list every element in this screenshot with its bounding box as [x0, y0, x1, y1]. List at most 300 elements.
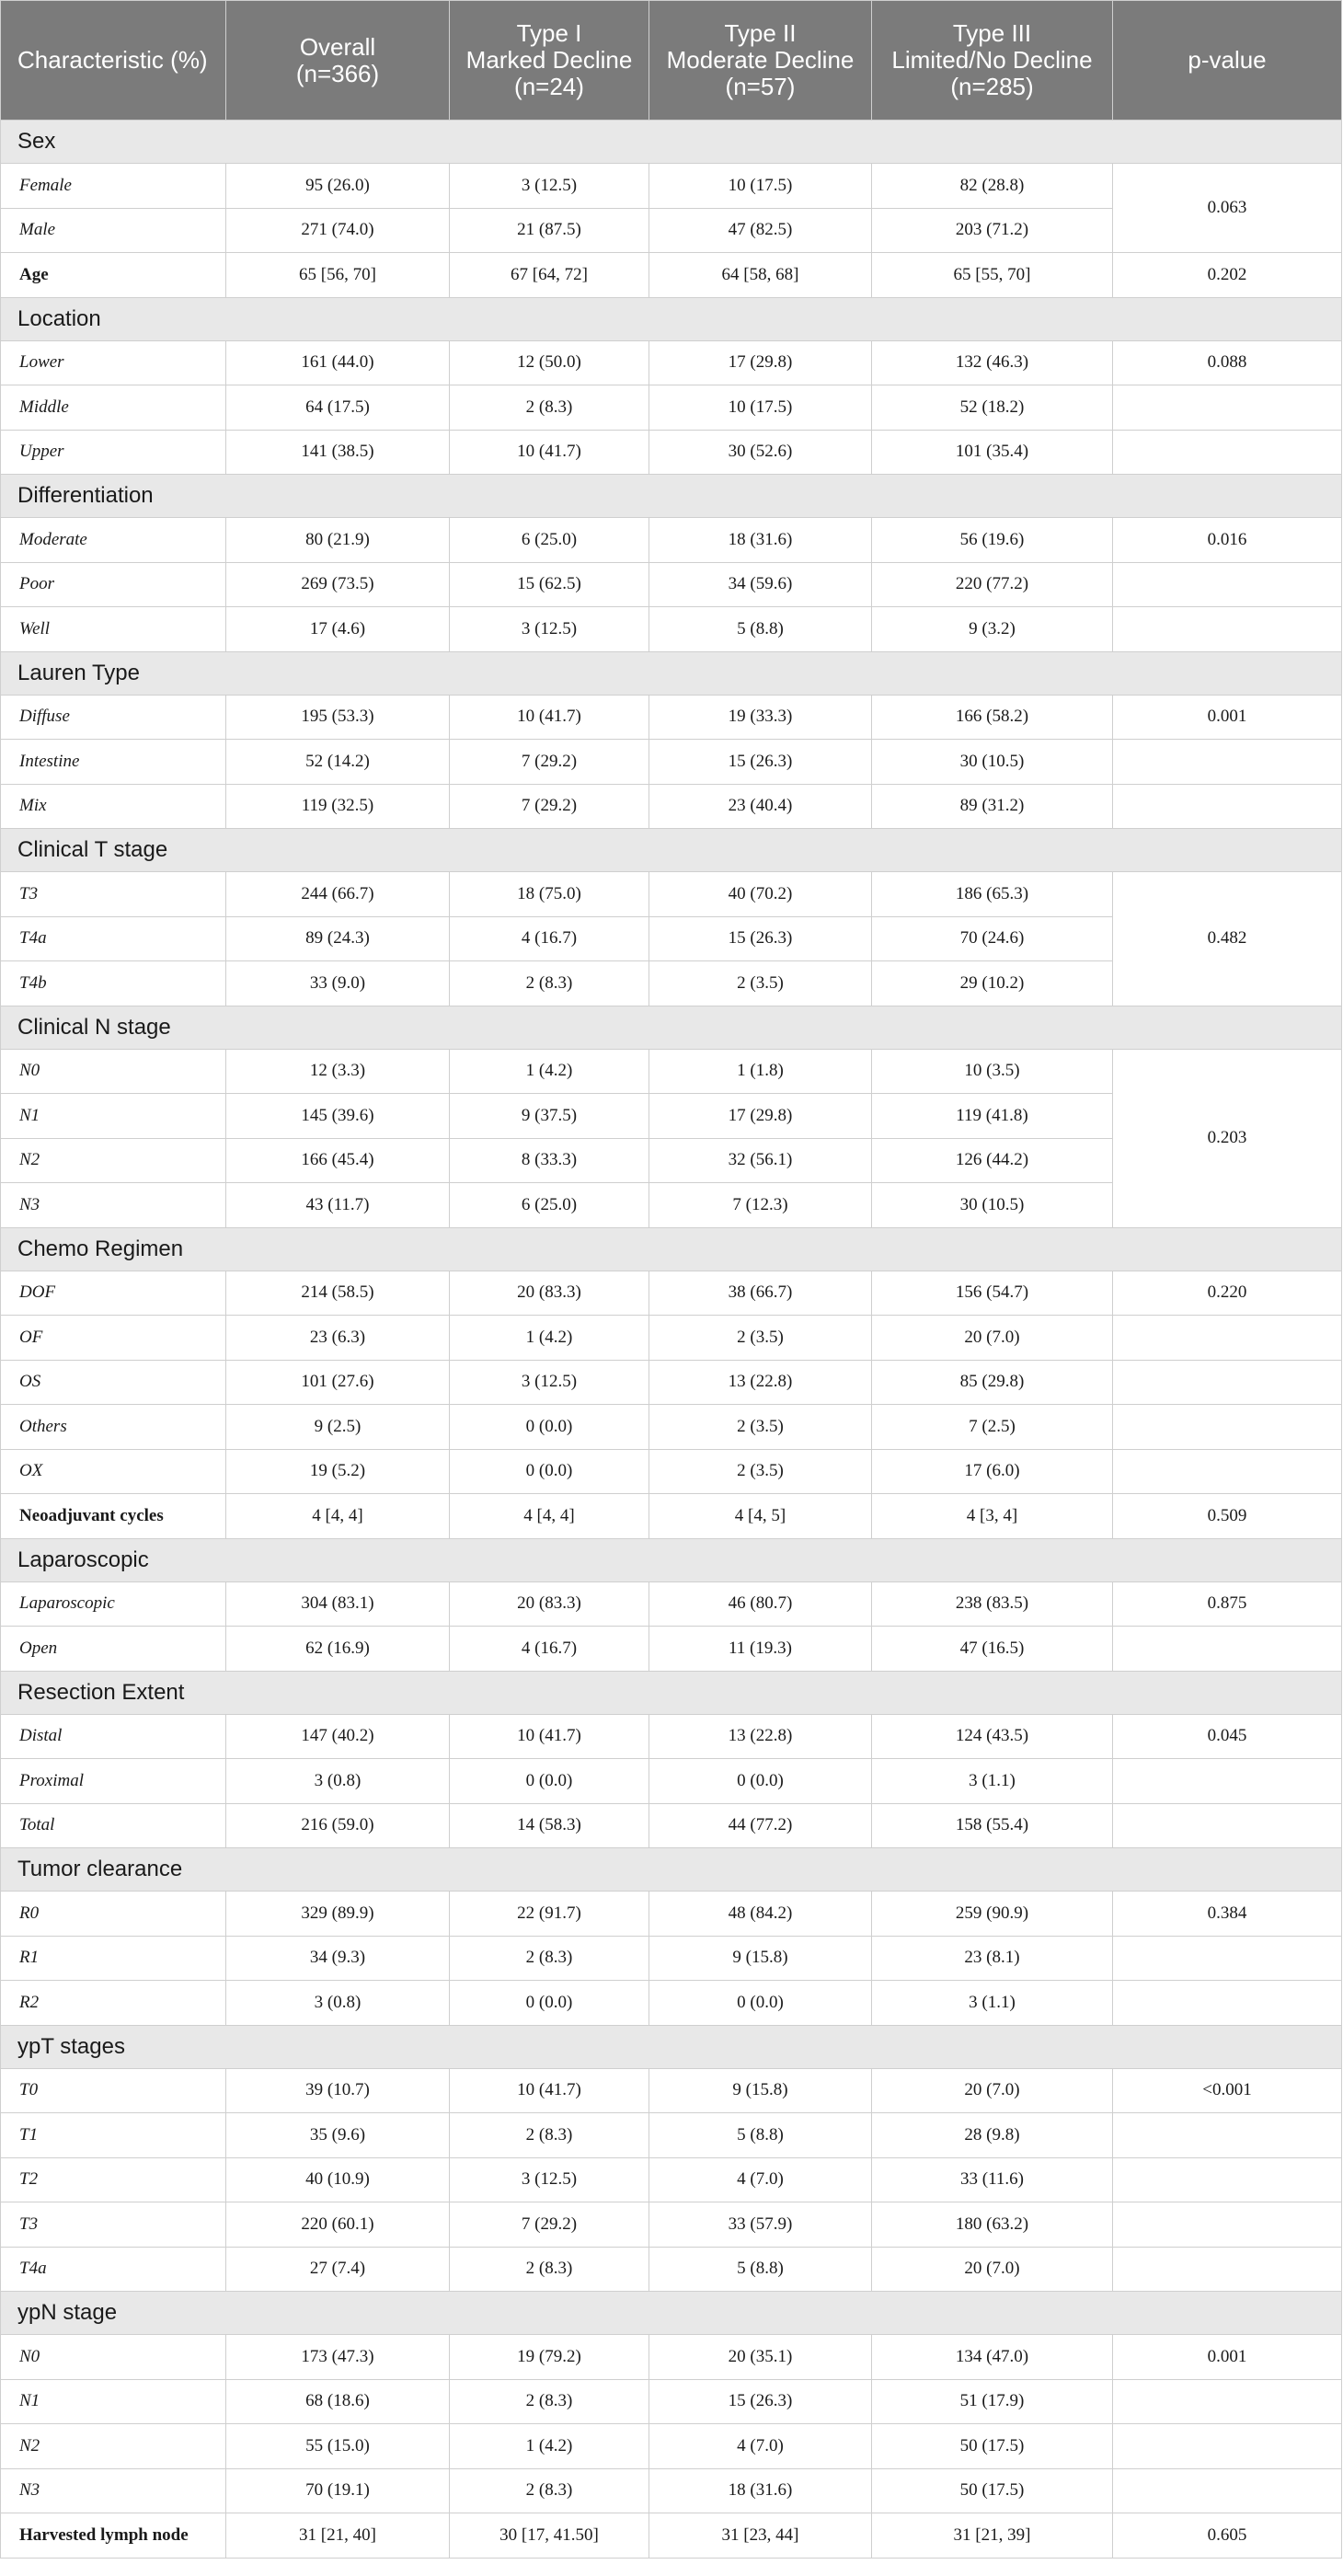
- table-row: [1, 1936, 1342, 1981]
- table-row: [1, 164, 1342, 209]
- p-value-cell: [1113, 607, 1342, 652]
- row-label: R1: [1, 1936, 226, 1981]
- value-cell: 18 (31.6): [649, 518, 872, 563]
- row-label: N1: [1, 1094, 226, 1139]
- table-row: [1, 562, 1342, 607]
- value-cell: 238 (83.5): [872, 1581, 1113, 1627]
- value-cell: 62 (16.9): [226, 1627, 450, 1672]
- value-cell: 10 (41.7): [450, 1714, 649, 1759]
- value-cell: 33 (57.9): [649, 2202, 872, 2248]
- table-row: [1, 1581, 1342, 1627]
- value-cell: 17 (4.6): [226, 607, 450, 652]
- row-label: Laparoscopic: [1, 1581, 226, 1627]
- section-row: [1, 121, 1342, 164]
- section-title: Clinical T stage: [1, 829, 1342, 872]
- value-cell: 20 (83.3): [450, 1271, 649, 1316]
- value-cell: 40 (70.2): [649, 872, 872, 917]
- row-label: OX: [1, 1449, 226, 1494]
- row-label: Intestine: [1, 740, 226, 785]
- value-cell: 180 (63.2): [872, 2202, 1113, 2248]
- row-label: N3: [1, 1183, 226, 1228]
- value-cell: 1 (4.2): [450, 1049, 649, 1094]
- row-label: Diffuse: [1, 695, 226, 740]
- value-cell: 13 (22.8): [649, 1714, 872, 1759]
- row-label: Well: [1, 607, 226, 652]
- value-cell: 34 (9.3): [226, 1936, 450, 1981]
- value-cell: 7 (2.5): [872, 1405, 1113, 1450]
- row-label: T2: [1, 2157, 226, 2202]
- value-cell: 2 (8.3): [450, 2113, 649, 2158]
- p-value-cell: [1113, 1803, 1342, 1848]
- section-title: ypN stage: [1, 2292, 1342, 2335]
- value-cell: 195 (53.3): [226, 695, 450, 740]
- value-cell: 47 (16.5): [872, 1627, 1113, 1672]
- value-cell: 4 [3, 4]: [872, 1494, 1113, 1539]
- value-cell: 95 (26.0): [226, 164, 450, 209]
- p-value-cell: [1113, 1981, 1342, 2026]
- table-row: [1, 2202, 1342, 2248]
- table-row: [1, 1049, 1342, 1094]
- table-row: [1, 607, 1342, 652]
- table-row: [1, 784, 1342, 829]
- value-cell: 9 (3.2): [872, 607, 1113, 652]
- value-cell: 269 (73.5): [226, 562, 450, 607]
- row-label: T4a: [1, 2247, 226, 2292]
- value-cell: 50 (17.5): [872, 2424, 1113, 2469]
- p-value-cell: [1113, 2157, 1342, 2202]
- value-cell: 19 (79.2): [450, 2335, 649, 2380]
- value-cell: 3 (1.1): [872, 1759, 1113, 1804]
- section-row: [1, 1848, 1342, 1892]
- p-value-cell: [1113, 2113, 1342, 2158]
- value-cell: 3 (0.8): [226, 1981, 450, 2026]
- value-cell: 51 (17.9): [872, 2379, 1113, 2424]
- table-row: [1, 1360, 1342, 1405]
- row-label: Female: [1, 164, 226, 209]
- row-label: Lower: [1, 340, 226, 385]
- row-label: DOF: [1, 1271, 226, 1316]
- row-label: T3: [1, 2202, 226, 2248]
- p-value-cell: 0.482: [1113, 872, 1342, 1006]
- table-row: [1, 1759, 1342, 1804]
- row-label: Middle: [1, 385, 226, 431]
- value-cell: 3 (12.5): [450, 2157, 649, 2202]
- table-row: [1, 2379, 1342, 2424]
- header-cell: [1113, 1, 1342, 121]
- section-title: Clinical N stage: [1, 1006, 1342, 1049]
- row-label: N1: [1, 2379, 226, 2424]
- value-cell: 4 (16.7): [450, 1627, 649, 1672]
- value-cell: 67 [64, 72]: [450, 253, 649, 298]
- value-cell: 68 (18.6): [226, 2379, 450, 2424]
- section-row: [1, 2025, 1342, 2068]
- value-cell: 141 (38.5): [226, 430, 450, 475]
- value-cell: 31 [23, 44]: [649, 2513, 872, 2559]
- value-cell: 119 (32.5): [226, 784, 450, 829]
- header-cell: [1, 1, 226, 121]
- value-cell: 30 (10.5): [872, 740, 1113, 785]
- row-label: Open: [1, 1627, 226, 1672]
- value-cell: 50 (17.5): [872, 2468, 1113, 2513]
- value-cell: 1 (4.2): [450, 1316, 649, 1361]
- value-cell: 147 (40.2): [226, 1714, 450, 1759]
- value-cell: 4 (16.7): [450, 916, 649, 961]
- section-title: Sex: [1, 121, 1342, 164]
- value-cell: 28 (9.8): [872, 2113, 1113, 2158]
- value-cell: 259 (90.9): [872, 1892, 1113, 1937]
- value-cell: 39 (10.7): [226, 2068, 450, 2113]
- value-cell: 85 (29.8): [872, 1360, 1113, 1405]
- section-row: [1, 1227, 1342, 1271]
- value-cell: 89 (31.2): [872, 784, 1113, 829]
- section-row: [1, 829, 1342, 872]
- value-cell: 46 (80.7): [649, 1581, 872, 1627]
- value-cell: 203 (71.2): [872, 208, 1113, 253]
- value-cell: 65 [56, 70]: [226, 253, 450, 298]
- p-value-cell: [1113, 1936, 1342, 1981]
- value-cell: 10 (41.7): [450, 430, 649, 475]
- value-cell: 17 (6.0): [872, 1449, 1113, 1494]
- p-value-cell: 0.384: [1113, 1892, 1342, 1937]
- value-cell: 55 (15.0): [226, 2424, 450, 2469]
- p-value-cell: [1113, 1449, 1342, 1494]
- value-cell: 43 (11.7): [226, 1183, 450, 1228]
- value-cell: 4 [4, 5]: [649, 1494, 872, 1539]
- value-cell: 34 (59.6): [649, 562, 872, 607]
- table-row: [1, 340, 1342, 385]
- value-cell: 17 (29.8): [649, 340, 872, 385]
- row-label: R0: [1, 1892, 226, 1937]
- header-line: Characteristic (%): [17, 46, 208, 74]
- value-cell: 220 (77.2): [872, 562, 1113, 607]
- p-value-cell: 0.220: [1113, 1271, 1342, 1316]
- row-label: T1: [1, 2113, 226, 2158]
- value-cell: 18 (31.6): [649, 2468, 872, 2513]
- value-cell: 47 (82.5): [649, 208, 872, 253]
- value-cell: 7 (12.3): [649, 1183, 872, 1228]
- p-value-cell: [1113, 2468, 1342, 2513]
- value-cell: 64 [58, 68]: [649, 253, 872, 298]
- row-label: Harvested lymph node: [1, 2513, 226, 2559]
- value-cell: 4 (7.0): [649, 2157, 872, 2202]
- p-value-cell: [1113, 2247, 1342, 2292]
- value-cell: 173 (47.3): [226, 2335, 450, 2380]
- value-cell: 8 (33.3): [450, 1138, 649, 1183]
- value-cell: 9 (37.5): [450, 1094, 649, 1139]
- row-label: Mix: [1, 784, 226, 829]
- value-cell: 4 [4, 4]: [226, 1494, 450, 1539]
- value-cell: 186 (65.3): [872, 872, 1113, 917]
- value-cell: 22 (91.7): [450, 1892, 649, 1937]
- table-row: [1, 2513, 1342, 2559]
- value-cell: 65 [55, 70]: [872, 253, 1113, 298]
- table-row: [1, 1981, 1342, 2026]
- value-cell: 30 (52.6): [649, 430, 872, 475]
- row-label: Age: [1, 253, 226, 298]
- value-cell: 21 (87.5): [450, 208, 649, 253]
- row-label: Male: [1, 208, 226, 253]
- table-row: [1, 1449, 1342, 1494]
- row-label: Moderate: [1, 518, 226, 563]
- value-cell: 30 [17, 41.50]: [450, 2513, 649, 2559]
- value-cell: 33 (9.0): [226, 961, 450, 1006]
- value-cell: 12 (3.3): [226, 1049, 450, 1094]
- header-line: Limited/No Decline: [891, 46, 1093, 74]
- p-value-cell: 0.063: [1113, 164, 1342, 253]
- value-cell: 20 (35.1): [649, 2335, 872, 2380]
- section-title: Chemo Regimen: [1, 1227, 1342, 1271]
- value-cell: 70 (19.1): [226, 2468, 450, 2513]
- value-cell: 4 [4, 4]: [450, 1494, 649, 1539]
- value-cell: 2 (8.3): [450, 2468, 649, 2513]
- row-label: Proximal: [1, 1759, 226, 1804]
- value-cell: 0 (0.0): [649, 1981, 872, 2026]
- value-cell: 166 (58.2): [872, 695, 1113, 740]
- p-value-cell: 0.001: [1113, 695, 1342, 740]
- value-cell: 101 (27.6): [226, 1360, 450, 1405]
- table-row: [1, 2424, 1342, 2469]
- p-value-cell: 0.509: [1113, 1494, 1342, 1539]
- row-label: OS: [1, 1360, 226, 1405]
- value-cell: 33 (11.6): [872, 2157, 1113, 2202]
- header-line: Type III: [952, 19, 1032, 47]
- table-row: [1, 695, 1342, 740]
- header-line: (n=285): [950, 73, 1034, 100]
- value-cell: 20 (7.0): [872, 1316, 1113, 1361]
- section-row: [1, 475, 1342, 518]
- value-cell: 2 (8.3): [450, 385, 649, 431]
- value-cell: 31 [21, 39]: [872, 2513, 1113, 2559]
- value-cell: 2 (3.5): [649, 1316, 872, 1361]
- value-cell: 15 (62.5): [450, 562, 649, 607]
- table-row: [1, 2113, 1342, 2158]
- value-cell: 30 (10.5): [872, 1183, 1113, 1228]
- value-cell: 9 (2.5): [226, 1405, 450, 1450]
- value-cell: 12 (50.0): [450, 340, 649, 385]
- section-row: [1, 297, 1342, 340]
- header-line: (n=24): [514, 73, 584, 100]
- row-label: N2: [1, 2424, 226, 2469]
- value-cell: 158 (55.4): [872, 1803, 1113, 1848]
- row-label: N0: [1, 2335, 226, 2380]
- value-cell: 0 (0.0): [450, 1405, 649, 1450]
- value-cell: 18 (75.0): [450, 872, 649, 917]
- p-value-cell: [1113, 1627, 1342, 1672]
- value-cell: 32 (56.1): [649, 1138, 872, 1183]
- row-label: T0: [1, 2068, 226, 2113]
- p-value-cell: 0.016: [1113, 518, 1342, 563]
- row-label: Others: [1, 1405, 226, 1450]
- p-value-cell: 0.875: [1113, 1581, 1342, 1627]
- value-cell: 2 (8.3): [450, 2379, 649, 2424]
- table-header: [1, 1, 1342, 121]
- p-value-cell: [1113, 430, 1342, 475]
- table-row: [1, 1892, 1342, 1937]
- value-cell: 20 (83.3): [450, 1581, 649, 1627]
- header-cell: [450, 1, 649, 121]
- table-body: [1, 121, 1342, 2559]
- row-label: N2: [1, 1138, 226, 1183]
- value-cell: 5 (8.8): [649, 2247, 872, 2292]
- value-cell: 70 (24.6): [872, 916, 1113, 961]
- header-line: Type I: [516, 19, 582, 47]
- table-row: [1, 2068, 1342, 2113]
- value-cell: 17 (29.8): [649, 1094, 872, 1139]
- value-cell: 244 (66.7): [226, 872, 450, 917]
- value-cell: 3 (1.1): [872, 1981, 1113, 2026]
- row-label: T4a: [1, 916, 226, 961]
- value-cell: 19 (5.2): [226, 1449, 450, 1494]
- p-value-cell: [1113, 2424, 1342, 2469]
- row-label: Poor: [1, 562, 226, 607]
- value-cell: 82 (28.8): [872, 164, 1113, 209]
- value-cell: 40 (10.9): [226, 2157, 450, 2202]
- value-cell: 304 (83.1): [226, 1581, 450, 1627]
- value-cell: 156 (54.7): [872, 1271, 1113, 1316]
- value-cell: 31 [21, 40]: [226, 2513, 450, 2559]
- header-cell: [226, 1, 450, 121]
- section-title: Resection Extent: [1, 1671, 1342, 1714]
- header-line: (n=57): [725, 73, 796, 100]
- section-title: Lauren Type: [1, 651, 1342, 695]
- value-cell: 2 (3.5): [649, 961, 872, 1006]
- p-value-cell: [1113, 385, 1342, 431]
- value-cell: 3 (12.5): [450, 164, 649, 209]
- value-cell: 56 (19.6): [872, 518, 1113, 563]
- section-row: [1, 2292, 1342, 2335]
- value-cell: 134 (47.0): [872, 2335, 1113, 2380]
- value-cell: 2 (3.5): [649, 1449, 872, 1494]
- table-row: [1, 1271, 1342, 1316]
- section-row: [1, 651, 1342, 695]
- value-cell: 10 (17.5): [649, 164, 872, 209]
- section-title: Location: [1, 297, 1342, 340]
- value-cell: 214 (58.5): [226, 1271, 450, 1316]
- p-value-cell: [1113, 784, 1342, 829]
- value-cell: 101 (35.4): [872, 430, 1113, 475]
- header-line: (n=366): [295, 59, 380, 87]
- value-cell: 2 (8.3): [450, 1936, 649, 1981]
- p-value-cell: [1113, 1360, 1342, 1405]
- p-value-cell: 0.088: [1113, 340, 1342, 385]
- value-cell: 3 (0.8): [226, 1759, 450, 1804]
- header-line: p-value: [1188, 46, 1267, 74]
- value-cell: 52 (14.2): [226, 740, 450, 785]
- value-cell: 7 (29.2): [450, 740, 649, 785]
- value-cell: 89 (24.3): [226, 916, 450, 961]
- section-title: ypT stages: [1, 2025, 1342, 2068]
- p-value-cell: [1113, 740, 1342, 785]
- value-cell: 19 (33.3): [649, 695, 872, 740]
- table-row: [1, 2247, 1342, 2292]
- value-cell: 124 (43.5): [872, 1714, 1113, 1759]
- value-cell: 48 (84.2): [649, 1892, 872, 1937]
- value-cell: 10 (3.5): [872, 1049, 1113, 1094]
- value-cell: 0 (0.0): [450, 1759, 649, 1804]
- value-cell: 20 (7.0): [872, 2247, 1113, 2292]
- p-value-cell: [1113, 2379, 1342, 2424]
- p-value-cell: <0.001: [1113, 2068, 1342, 2113]
- value-cell: 23 (40.4): [649, 784, 872, 829]
- table-row: [1, 430, 1342, 475]
- header-line: Overall: [299, 32, 376, 61]
- value-cell: 7 (29.2): [450, 2202, 649, 2248]
- value-cell: 3 (12.5): [450, 1360, 649, 1405]
- value-cell: 7 (29.2): [450, 784, 649, 829]
- p-value-cell: 0.202: [1113, 253, 1342, 298]
- section-title: Tumor clearance: [1, 1848, 1342, 1892]
- value-cell: 145 (39.6): [226, 1094, 450, 1139]
- value-cell: 20 (7.0): [872, 2068, 1113, 2113]
- value-cell: 216 (59.0): [226, 1803, 450, 1848]
- table-row: [1, 2468, 1342, 2513]
- value-cell: 2 (3.5): [649, 1405, 872, 1450]
- value-cell: 10 (41.7): [450, 695, 649, 740]
- value-cell: 13 (22.8): [649, 1360, 872, 1405]
- value-cell: 44 (77.2): [649, 1803, 872, 1848]
- table-row: [1, 385, 1342, 431]
- table-row: [1, 872, 1342, 917]
- value-cell: 6 (25.0): [450, 518, 649, 563]
- value-cell: 35 (9.6): [226, 2113, 450, 2158]
- row-label: N3: [1, 2468, 226, 2513]
- p-value-cell: 0.203: [1113, 1049, 1342, 1227]
- value-cell: 10 (17.5): [649, 385, 872, 431]
- value-cell: 6 (25.0): [450, 1183, 649, 1228]
- value-cell: 5 (8.8): [649, 2113, 872, 2158]
- value-cell: 126 (44.2): [872, 1138, 1113, 1183]
- value-cell: 23 (6.3): [226, 1316, 450, 1361]
- p-value-cell: [1113, 1405, 1342, 1450]
- p-value-cell: [1113, 1316, 1342, 1361]
- value-cell: 11 (19.3): [649, 1627, 872, 1672]
- value-cell: 0 (0.0): [450, 1981, 649, 2026]
- header-cell: [649, 1, 872, 121]
- value-cell: 1 (1.8): [649, 1049, 872, 1094]
- p-value-cell: [1113, 562, 1342, 607]
- table-row: [1, 2157, 1342, 2202]
- value-cell: 27 (7.4): [226, 2247, 450, 2292]
- header-line: Moderate Decline: [666, 46, 855, 74]
- value-cell: 1 (4.2): [450, 2424, 649, 2469]
- value-cell: 4 (7.0): [649, 2424, 872, 2469]
- p-value-cell: [1113, 2202, 1342, 2248]
- row-label: Neoadjuvant cycles: [1, 1494, 226, 1539]
- value-cell: 14 (58.3): [450, 1803, 649, 1848]
- section-row: [1, 1538, 1342, 1581]
- p-value-cell: 0.001: [1113, 2335, 1342, 2380]
- value-cell: 329 (89.9): [226, 1892, 450, 1937]
- value-cell: 271 (74.0): [226, 208, 450, 253]
- value-cell: 52 (18.2): [872, 385, 1113, 431]
- value-cell: 3 (12.5): [450, 607, 649, 652]
- table-row: [1, 2335, 1342, 2380]
- header-line: Type II: [724, 19, 797, 47]
- row-label: OF: [1, 1316, 226, 1361]
- row-label: Distal: [1, 1714, 226, 1759]
- table-row: [1, 1316, 1342, 1361]
- value-cell: 10 (41.7): [450, 2068, 649, 2113]
- value-cell: 80 (21.9): [226, 518, 450, 563]
- value-cell: 2 (8.3): [450, 2247, 649, 2292]
- value-cell: 119 (41.8): [872, 1094, 1113, 1139]
- value-cell: 9 (15.8): [649, 1936, 872, 1981]
- table-row: [1, 1405, 1342, 1450]
- table-row: [1, 1803, 1342, 1848]
- value-cell: 15 (26.3): [649, 740, 872, 785]
- row-label: Upper: [1, 430, 226, 475]
- value-cell: 166 (45.4): [226, 1138, 450, 1183]
